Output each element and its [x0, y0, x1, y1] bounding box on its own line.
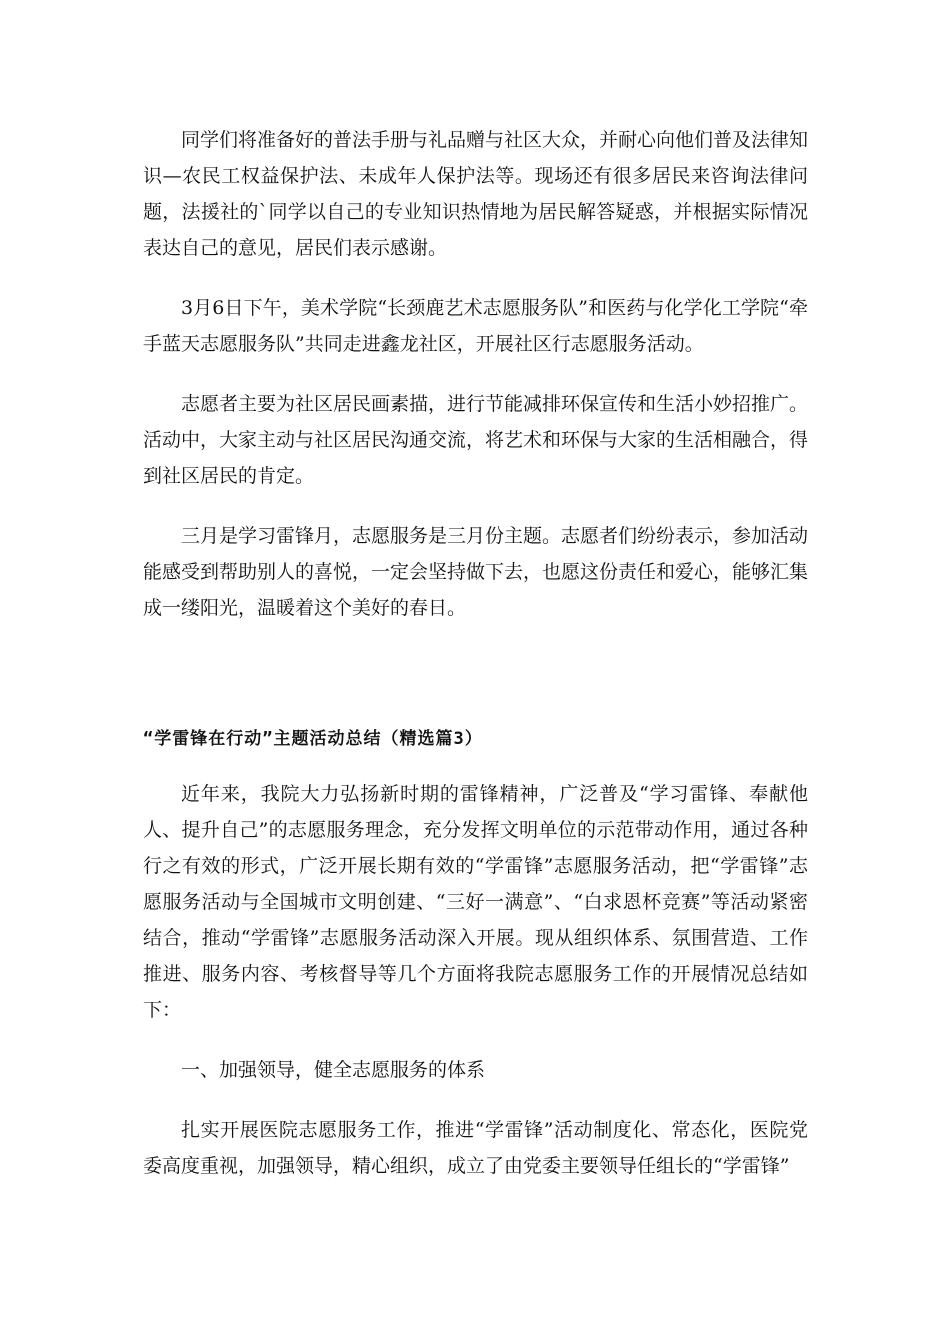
paragraph-legal-aid: 同学们将准备好的普法手册与礼品赠与社区大众，并耐心向他们普及法律知识—农民工权益保护法、未成年人保护法等。现场还有很多居民来咨询法律问题，法援社的`同学以自己的专业知识热情地为居民解答疑惑，并根据实际情况表达自己的意见，居民们表示感谢。: [143, 129, 809, 259]
paragraph-march-6: 3月6日下午，美术学院“长颈鹿艺术志愿服务队”和医药与化学化工学院“牵手蓝天志愿服务队”共同走进鑫龙社区，开展社区行志愿服务活动。: [143, 297, 808, 355]
section-heading: “学雷锋在行动”主题活动总结（精选篇3）: [143, 729, 483, 749]
subheading-strengthen-leadership: 一、加强领导，健全志愿服务的体系: [181, 1059, 486, 1081]
paragraph-organization: 扎实开展医院志愿服务工作，推进“学雷锋”活动制度化、常态化，医院党委高度重视，加强领导，精心组织，成立了由党委主要领导任组长的“学雷锋”: [143, 1119, 808, 1177]
document-page: [143, 122, 808, 1184]
paragraph-leifeng-month: 三月是学习雷锋月，志愿服务是三月份主题。志愿者们纷纷表示，参加活动能感受到帮助别人的喜悦，一定会坚持做下去，也愿这份责任和爱心，能够汇集成一缕阳光，温暖着这个美好的春日。: [143, 525, 809, 619]
paragraph-intro: 近年来，我院大力弘扬新时期的雷锋精神，广泛普及“学习雷锋、奉献他人、提升自己”的志愿服务理念，充分发挥文明单位的示范带动作用，通过各种行之有效的形式，广泛开展长期有效的“学雷锋”志愿服务活动，把“学雷锋”志愿服务活动与全国城市文明创建、“三好一满意”、“白求恩杯竞赛”等活动紧密结合，推动“学雷锋”志愿服务活动深入开展。现从组织体系、氛围营造、工作推进、服务内容、考核督导等几个方面将我院志愿服务工作的开展情况总结如下：: [143, 783, 808, 1021]
paragraph-volunteer-sketch: 志愿者主要为社区居民画素描，进行节能减排环保宣传和生活小妙招推广。活动中，大家主动与社区居民沟通交流，将艺术和环保与大家的生活相融合，得到社区居民的肯定。: [143, 393, 809, 487]
